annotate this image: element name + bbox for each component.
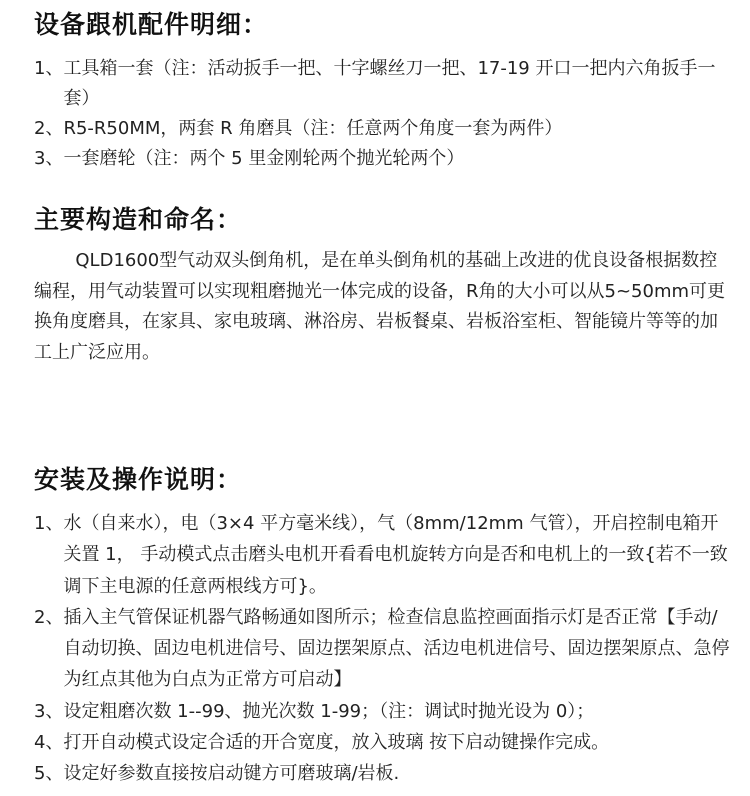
structure-paragraph: QLD1600型气动双头倒角机，是在单头倒角机的基础上改进的优良设备根据数控编程，用气动装置可以实现粗磨抛光一体完成的设备，R角的大小可以从5~50mm可更换角度磨具，在家具、家电玻璃、淋浴房、岩板餐桌、岩板浴室柜、智能镜片等等的加工上广泛应用。: [34, 250, 726, 363]
list-item-text: 设定粗磨次数 1--99、抛光次数 1-99；（注：调试时抛光设为 0）；: [63, 700, 595, 722]
list-item-number: 2、: [34, 118, 64, 139]
list-item-number: 2、: [34, 606, 64, 628]
list-item-number: 5、: [34, 763, 64, 785]
accessories-section: [34, 8, 734, 174]
list-item-text: 设定好参数直接按启动键方可磨玻璃/岩板.: [63, 763, 400, 785]
list-item: [34, 54, 734, 114]
list-item-text: R5-R50MM，两套 R 角磨具（注：任意两个角度一套为两件）: [63, 118, 563, 139]
list-item-text: 一套磨轮（注：两个 5 里金刚轮两个抛光轮两个）: [63, 148, 465, 169]
installation-title: 安装及操作说明：: [34, 465, 243, 494]
list-item-number: 1、: [34, 513, 64, 534]
list-item: [34, 114, 734, 144]
accessories-title: 设备跟机配件明细：: [34, 10, 269, 39]
list-item: [34, 144, 734, 174]
list-item-text: 水（自来水），电（3×4 平方毫米线），气（8mm/12mm 气管），开启控制电箱开关置 1， 手动模式点击磨头电机开看看电机旋转方向是否和电机上的一致{若不一致调下主电源的任意两根线方可}。: [63, 513, 728, 597]
list-item: [34, 508, 734, 602]
list-item-text: 插入主气管保证机器气路畅通如图所示；检查信息监控画面指示灯是否正常【手动/自动切换、固边电机进信号、固边摆架原点、活边电机进信号、固边摆架原点、急停为红点其他为白点为正常方可启动】: [63, 606, 730, 691]
list-item: [34, 602, 734, 696]
structure-section: [34, 203, 734, 368]
list-item-text: 工具箱一套（注：活动扳手一把、十字螺丝刀一把、17-19 开口一把内六角扳手一套）: [63, 58, 716, 109]
list-item-number: 1、: [34, 58, 64, 79]
accessories-list: [34, 54, 734, 174]
installation-list: [34, 508, 734, 790]
structure-title: 主要构造和命名：: [34, 205, 243, 234]
list-item-text: 打开自动模式设定合适的开合宽度，放入玻璃 按下启动键操作完成。: [63, 732, 610, 754]
list-item: [34, 758, 734, 789]
list-item-number: 3、: [34, 700, 64, 722]
list-item-number: 4、: [34, 732, 64, 754]
list-item-number: 3、: [34, 148, 64, 169]
installation-section: [34, 463, 734, 790]
list-item: [34, 696, 734, 727]
list-item: [34, 727, 734, 758]
